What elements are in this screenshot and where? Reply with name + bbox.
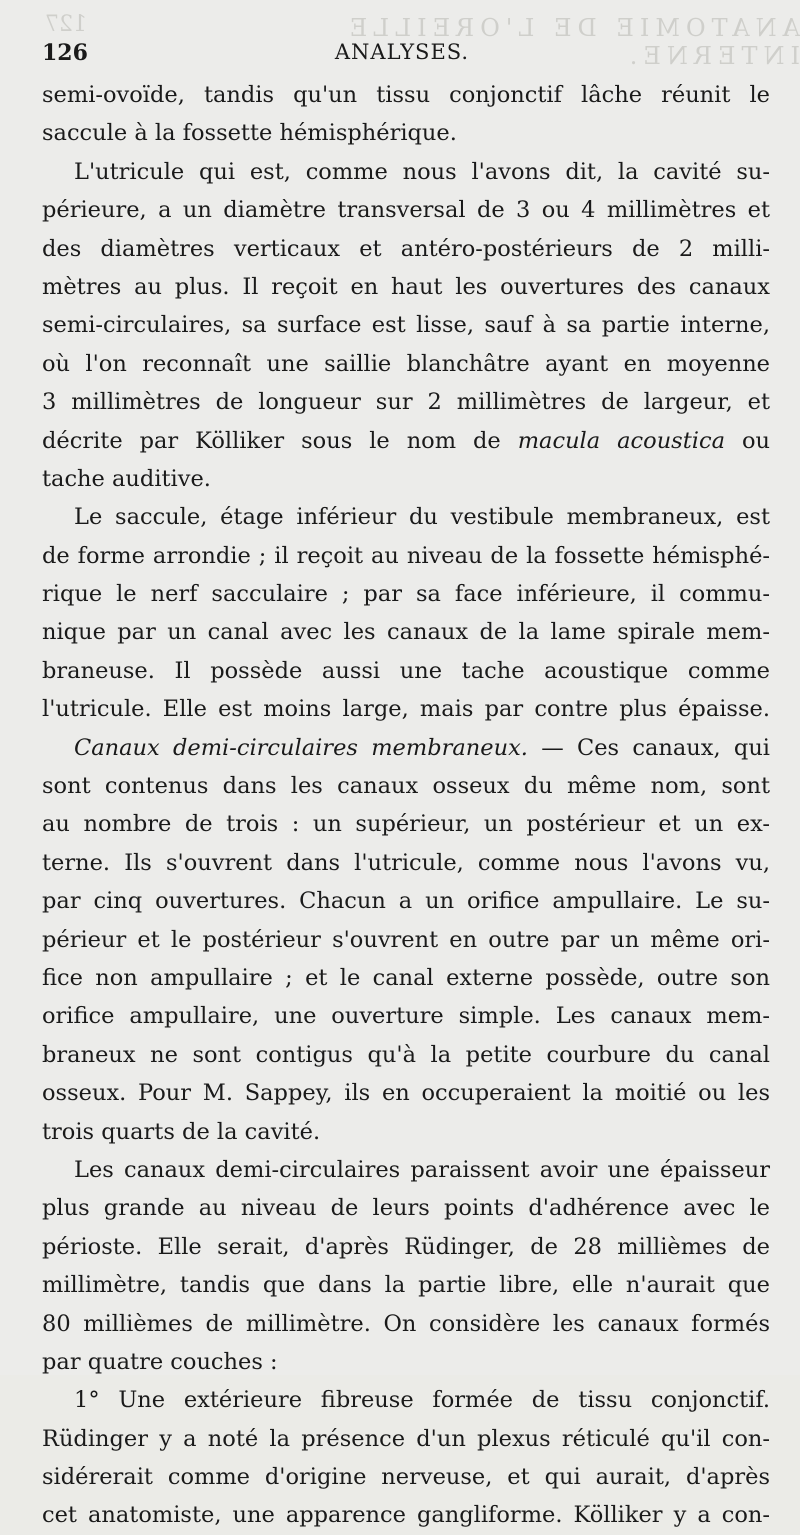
- text-line-content: cet anatomiste, une apparence gangliforme. Kölliker y a con-: [42, 1502, 770, 1529]
- text-line-content: millimètre, tandis que dans la partie libre, elle n'aurait que: [42, 1272, 770, 1299]
- text-line: [42, 383, 770, 421]
- text-line: [42, 997, 770, 1035]
- bleed-through-running-head: ANATOMIE DE L'OREILLE INTERNE.: [343, 14, 800, 70]
- text-line-continuation: ou: [725, 427, 770, 454]
- text-line-content: de forme arrondie ; il reçoit au niveau de la fossette hémisphé-: [42, 542, 770, 569]
- text-line-content: rique le nerf sacculaire ; par sa face inférieure, il commu-: [42, 581, 770, 608]
- text-line: [42, 1113, 770, 1151]
- text-line-content: périoste. Elle serait, d'après Rüdinger, de 28 millièmes de: [42, 1233, 770, 1260]
- text-line: [42, 1074, 770, 1112]
- running-head: ANALYSES.: [334, 40, 470, 64]
- text-line: [42, 690, 770, 728]
- text-line-content: osseux. Pour M. Sappey, ils en occuperaient la moitié ou les: [42, 1080, 770, 1107]
- text-line: [42, 1266, 770, 1304]
- text-line-content: braneuse. Il possède aussi une tache acoustique comme: [42, 657, 770, 684]
- text-line-content: Le saccule, étage inférieur du vestibule membraneux, est: [74, 504, 770, 531]
- text-line: [42, 1228, 770, 1266]
- bleed-through-page-number: 127: [45, 12, 87, 37]
- text-line-content: décrite par Kölliker sous le nom de: [42, 427, 518, 454]
- text-line: [42, 422, 770, 460]
- text-line-content: L'utricule qui est, comme nous l'avons dit, la cavité su-: [74, 158, 770, 185]
- text-line-content: trois quarts de la cavité.: [42, 1118, 321, 1145]
- text-line: [42, 1496, 770, 1534]
- text-line: [42, 114, 770, 152]
- text-line: [42, 1305, 770, 1343]
- text-line: [42, 767, 770, 805]
- text-line-continuation: — Ces canaux, qui: [527, 734, 771, 761]
- text-line-content: semi-ovoïde, tandis qu'un tissu conjonctif lâche réunit le: [42, 82, 770, 108]
- text-line: [42, 460, 770, 498]
- text-line: [42, 306, 770, 344]
- text-line-content: périeure, a un diamètre transversal de 3 ou 4 millimètres et: [42, 197, 770, 224]
- text-line: [42, 1381, 770, 1419]
- text-line-content: plus grande au niveau de leurs points d'adhérence avec le: [42, 1195, 770, 1222]
- text-line-content: saccule à la fossette hémisphérique.: [42, 120, 457, 147]
- text-line: [42, 537, 770, 575]
- text-line: [42, 191, 770, 229]
- text-line: [42, 575, 770, 613]
- italic-term: macula acoustica: [517, 427, 725, 454]
- text-line: [42, 153, 770, 191]
- text-line-content: tache auditive.: [42, 465, 211, 492]
- text-line: [42, 268, 770, 306]
- text-line: [42, 959, 770, 997]
- text-line-content: Rüdinger y a noté la présence d'un plexus réticulé qu'il con-: [42, 1425, 770, 1452]
- text-line: [42, 76, 770, 114]
- text-line: [42, 1420, 770, 1458]
- page-header: [42, 40, 762, 70]
- text-line-content: au nombre de trois : un supérieur, un postérieur et un ex-: [42, 811, 770, 838]
- text-line: [42, 1036, 770, 1074]
- text-line-content: par cinq ouvertures. Chacun a un orifice ampullaire. Le su-: [42, 888, 770, 915]
- text-line-content: sidérerait comme d'origine nerveuse, et qui aurait, d'après: [42, 1464, 770, 1491]
- text-line: [42, 805, 770, 843]
- text-line-content: sont contenus dans les canaux osseux du même nom, sont: [42, 773, 770, 800]
- text-line-content: braneux ne sont contigus qu'à la petite courbure du canal: [42, 1041, 770, 1068]
- text-line-content: fice non ampullaire ; et le canal externe possède, outre son: [42, 964, 770, 991]
- text-line-content: nique par un canal avec les canaux de la lame spirale mem-: [42, 619, 770, 646]
- text-line-content: par quatre couches :: [42, 1348, 278, 1375]
- text-line: [42, 1343, 770, 1381]
- text-line-content: orifice ampullaire, une ouverture simple. Les canaux mem-: [42, 1003, 770, 1030]
- text-line: [42, 729, 770, 767]
- text-line-content: Les canaux demi-circulaires paraissent avoir une épaisseur: [74, 1156, 770, 1183]
- text-line: [42, 921, 770, 959]
- text-line-content: 80 millièmes de millimètre. On considère les canaux formés: [42, 1310, 770, 1337]
- text-line-content: périeur et le postérieur s'ouvrent en outre par un même ori-: [42, 926, 770, 953]
- text-line: [42, 1151, 770, 1189]
- text-line: [42, 613, 770, 651]
- text-line: [42, 844, 770, 882]
- text-line-content: où l'on reconnaît une saillie blanchâtre ayant en moyenne: [42, 350, 770, 377]
- italic-term: Canaux demi-circulaires membraneux.: [74, 734, 528, 761]
- text-line-content: 1° Une extérieure fibreuse formée de tissu conjonctif.: [74, 1387, 770, 1414]
- text-line: [42, 1458, 770, 1496]
- page-number: 126: [42, 40, 88, 66]
- text-line-content: semi-circulaires, sa surface est lisse, sauf à sa partie interne,: [42, 312, 770, 339]
- text-line-content: mètres au plus. Il reçoit en haut les ouvertures des canaux: [42, 273, 770, 300]
- text-line: [42, 345, 770, 383]
- text-line: [42, 882, 770, 920]
- text-line: [42, 652, 770, 690]
- text-line-content: 3 millimètres de longueur sur 2 millimètres de largeur, et: [42, 389, 770, 416]
- text-line-content: terne. Ils s'ouvrent dans l'utricule, comme nous l'avons vu,: [42, 849, 770, 876]
- text-line: [42, 230, 770, 268]
- text-line-content: des diamètres verticaux et antéro-postérieurs de 2 milli-: [42, 235, 770, 262]
- text-line-content: l'utricule. Elle est moins large, mais par contre plus épaisse.: [42, 696, 770, 723]
- text-line: [42, 498, 770, 536]
- text-line: [42, 1189, 770, 1227]
- body-text: [42, 76, 770, 1535]
